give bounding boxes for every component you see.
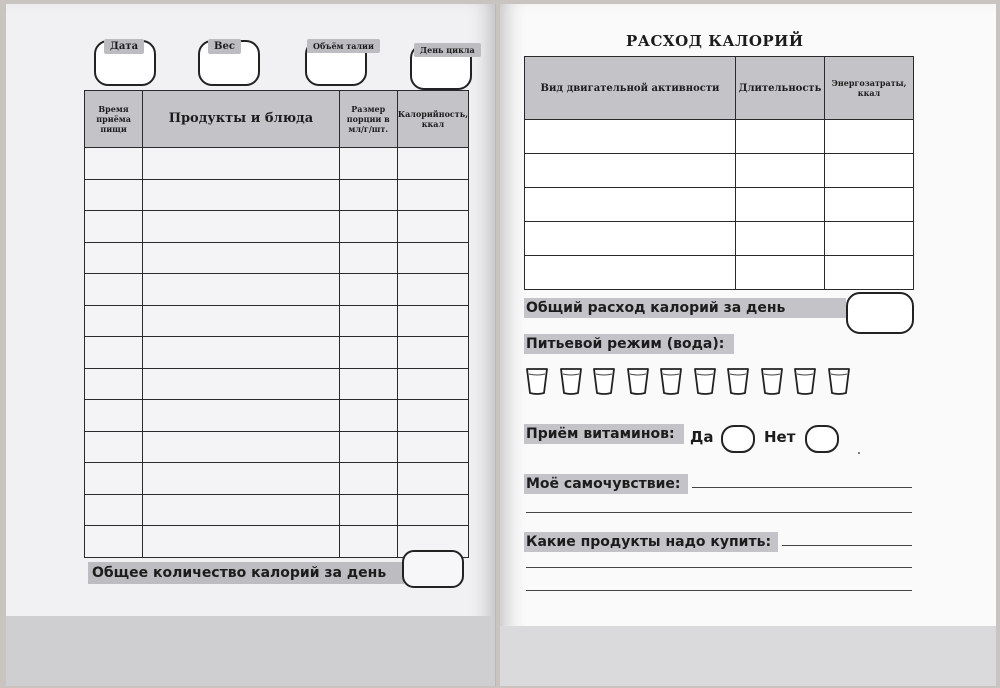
activity-cell[interactable] bbox=[525, 256, 736, 290]
activity-cell[interactable] bbox=[825, 222, 914, 256]
water-cups bbox=[525, 366, 851, 396]
water-cup-icon[interactable] bbox=[793, 366, 817, 396]
weight-label: Вес bbox=[208, 39, 241, 54]
activity-row bbox=[525, 222, 914, 256]
activity-cell[interactable] bbox=[736, 120, 825, 154]
activity-row bbox=[525, 120, 914, 154]
food-cell[interactable] bbox=[143, 242, 340, 274]
food-cell[interactable] bbox=[143, 526, 340, 558]
food-cell[interactable] bbox=[85, 179, 143, 211]
food-cell[interactable] bbox=[339, 431, 397, 463]
food-cell[interactable] bbox=[339, 242, 397, 274]
water-cup-icon[interactable] bbox=[726, 366, 750, 396]
food-row bbox=[85, 242, 469, 274]
shopping-label: Какие продукты надо купить: bbox=[524, 532, 778, 552]
water-cup-icon[interactable] bbox=[559, 366, 583, 396]
food-cell[interactable] bbox=[339, 494, 397, 526]
activity-cell[interactable] bbox=[825, 256, 914, 290]
food-table bbox=[84, 90, 469, 558]
food-row bbox=[85, 179, 469, 211]
food-row bbox=[85, 305, 469, 337]
shopping-line-3[interactable] bbox=[526, 590, 912, 591]
food-cell[interactable] bbox=[397, 179, 468, 211]
food-cell[interactable] bbox=[85, 431, 143, 463]
food-cell[interactable] bbox=[397, 211, 468, 243]
header-duration: Длительность bbox=[736, 57, 825, 120]
shopping-line-1[interactable] bbox=[782, 545, 912, 546]
activity-cell[interactable] bbox=[825, 120, 914, 154]
food-row bbox=[85, 337, 469, 369]
activity-cell[interactable] bbox=[525, 120, 736, 154]
food-cell[interactable] bbox=[143, 337, 340, 369]
food-cell[interactable] bbox=[143, 274, 340, 306]
food-cell[interactable] bbox=[339, 337, 397, 369]
food-cell[interactable] bbox=[339, 179, 397, 211]
total-expense-box[interactable] bbox=[846, 292, 914, 334]
date-field[interactable] bbox=[94, 40, 156, 86]
water-cup-icon[interactable] bbox=[760, 366, 784, 396]
cycle-day-field[interactable] bbox=[410, 44, 475, 90]
waist-label: Объём талии bbox=[307, 39, 380, 53]
shopping-line-2[interactable] bbox=[526, 567, 912, 568]
left-page-bottom-band bbox=[6, 616, 495, 686]
food-cell[interactable] bbox=[85, 463, 143, 495]
header-energy: Энергозатраты, ккал bbox=[825, 57, 914, 120]
activity-cell[interactable] bbox=[525, 222, 736, 256]
food-cell[interactable] bbox=[143, 494, 340, 526]
food-cell[interactable] bbox=[397, 305, 468, 337]
right-page-bottom-band bbox=[500, 626, 996, 686]
food-cell[interactable] bbox=[143, 431, 340, 463]
water-cup-icon[interactable] bbox=[592, 366, 616, 396]
header-products: Продукты и блюда bbox=[143, 91, 340, 148]
stray-dot bbox=[858, 452, 860, 454]
food-row bbox=[85, 211, 469, 243]
no-checkbox[interactable] bbox=[805, 425, 839, 453]
wellbeing-line-1[interactable] bbox=[692, 487, 912, 488]
food-cell[interactable] bbox=[339, 274, 397, 306]
activity-cell[interactable] bbox=[736, 222, 825, 256]
activity-cell[interactable] bbox=[825, 154, 914, 188]
water-cup-icon[interactable] bbox=[693, 366, 717, 396]
food-cell[interactable] bbox=[143, 211, 340, 243]
food-cell[interactable] bbox=[85, 242, 143, 274]
activity-cell[interactable] bbox=[525, 188, 736, 222]
activity-cell[interactable] bbox=[736, 256, 825, 290]
food-cell[interactable] bbox=[85, 211, 143, 243]
page-title: РАСХОД КАЛОРИЙ bbox=[626, 32, 804, 50]
food-cell[interactable] bbox=[143, 148, 340, 180]
date-label: Дата bbox=[104, 39, 144, 54]
food-cell[interactable] bbox=[143, 179, 340, 211]
food-cell[interactable] bbox=[143, 305, 340, 337]
cycle-day-label: День цикла bbox=[414, 43, 481, 57]
activity-cell[interactable] bbox=[736, 188, 825, 222]
header-portion: Размер порции в мл/г/шт. bbox=[339, 91, 397, 148]
food-cell[interactable] bbox=[397, 337, 468, 369]
food-cell[interactable] bbox=[143, 400, 340, 432]
water-cup-icon[interactable] bbox=[659, 366, 683, 396]
total-calories-label: Общее количество калорий за день bbox=[88, 562, 404, 584]
activity-row bbox=[525, 188, 914, 222]
food-cell[interactable] bbox=[85, 148, 143, 180]
food-cell[interactable] bbox=[85, 274, 143, 306]
water-label: Питьевой режим (вода): bbox=[524, 334, 734, 354]
food-cell[interactable] bbox=[397, 494, 468, 526]
vitamins-label: Приём витаминов: bbox=[524, 424, 684, 444]
food-cell[interactable] bbox=[397, 463, 468, 495]
food-cell[interactable] bbox=[339, 368, 397, 400]
food-cell[interactable] bbox=[85, 305, 143, 337]
activity-row bbox=[525, 256, 914, 290]
activity-row bbox=[525, 154, 914, 188]
activity-cell[interactable] bbox=[525, 154, 736, 188]
wellbeing-line-2[interactable] bbox=[526, 512, 912, 513]
total-expense-label: Общий расход калорий за день bbox=[524, 298, 846, 318]
food-cell[interactable] bbox=[397, 148, 468, 180]
yes-label: Да bbox=[690, 428, 714, 446]
yes-checkbox[interactable] bbox=[721, 425, 755, 453]
food-cell[interactable] bbox=[85, 368, 143, 400]
water-cup-icon[interactable] bbox=[525, 366, 549, 396]
food-row bbox=[85, 463, 469, 495]
water-cup-icon[interactable] bbox=[626, 366, 650, 396]
food-cell[interactable] bbox=[143, 463, 340, 495]
total-calories-box[interactable] bbox=[402, 550, 464, 588]
activity-cell[interactable] bbox=[825, 188, 914, 222]
food-cell[interactable] bbox=[397, 274, 468, 306]
header-time: Время приёма пищи bbox=[85, 91, 143, 148]
food-cell[interactable] bbox=[397, 242, 468, 274]
food-row bbox=[85, 431, 469, 463]
food-row bbox=[85, 274, 469, 306]
food-row bbox=[85, 368, 469, 400]
activity-table-header bbox=[525, 57, 914, 120]
no-label: Нет bbox=[764, 428, 796, 446]
food-row bbox=[85, 494, 469, 526]
food-cell[interactable] bbox=[85, 400, 143, 432]
food-cell[interactable] bbox=[397, 431, 468, 463]
food-cell[interactable] bbox=[143, 368, 340, 400]
waist-field[interactable] bbox=[305, 40, 374, 86]
weight-field[interactable] bbox=[198, 40, 260, 86]
food-cell[interactable] bbox=[85, 526, 143, 558]
food-row bbox=[85, 400, 469, 432]
food-cell[interactable] bbox=[339, 148, 397, 180]
wellbeing-label: Моё самочувствие: bbox=[524, 474, 688, 494]
food-cell[interactable] bbox=[397, 368, 468, 400]
header-calories: Калорийность, ккал bbox=[397, 91, 468, 148]
water-cup-icon[interactable] bbox=[827, 366, 851, 396]
food-table-header bbox=[85, 91, 469, 148]
header-activity: Вид двигательной активности bbox=[525, 57, 736, 120]
activity-cell[interactable] bbox=[736, 154, 825, 188]
activity-table bbox=[524, 56, 914, 290]
food-cell[interactable] bbox=[339, 305, 397, 337]
food-cell[interactable] bbox=[85, 337, 143, 369]
food-cell[interactable] bbox=[339, 463, 397, 495]
food-cell[interactable] bbox=[339, 526, 397, 558]
food-cell[interactable] bbox=[397, 400, 468, 432]
food-cell[interactable] bbox=[85, 494, 143, 526]
food-row bbox=[85, 148, 469, 180]
food-cell[interactable] bbox=[339, 211, 397, 243]
food-cell[interactable] bbox=[339, 400, 397, 432]
